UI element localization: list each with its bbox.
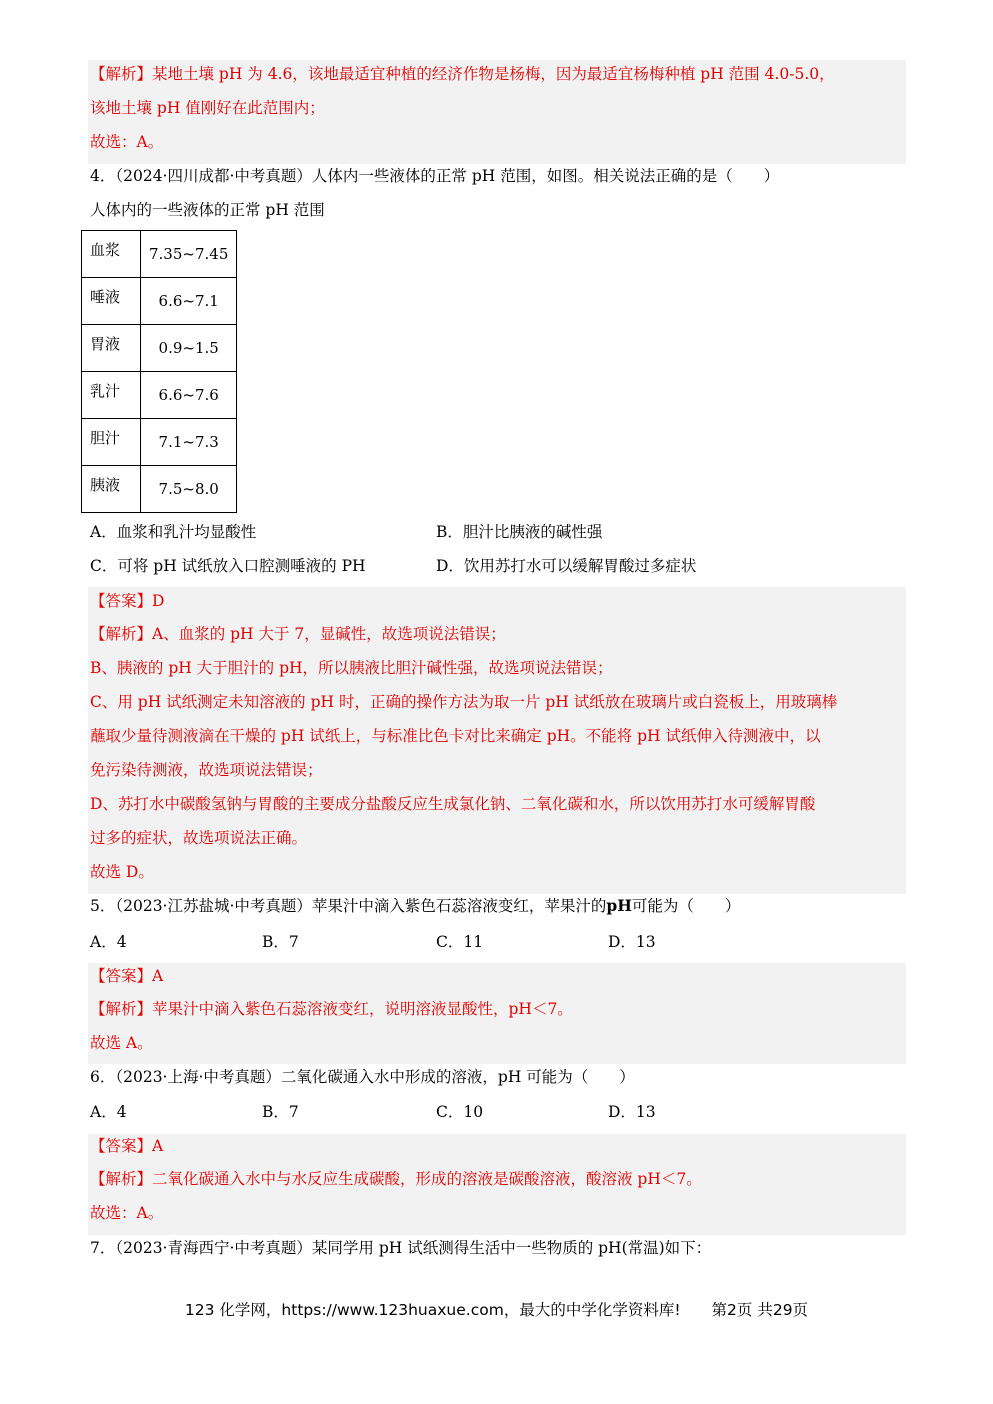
q6-stem: 6．（2023·上海·中考真题）二氧化碳通入水中形成的溶液，pH 可能为（ ）	[90, 1068, 635, 1086]
table-cell-range: 7.1~7.3	[141, 419, 237, 466]
q4-analysis-line: 过多的症状，故选项说法正确。	[90, 829, 308, 847]
q6-choice: 故选：A。	[90, 1204, 164, 1222]
table-row	[82, 231, 237, 278]
table-cell-range: 6.6~7.1	[141, 278, 237, 325]
table-cell-name: 血浆	[82, 231, 141, 278]
q3-choice: 故选：A。	[90, 133, 164, 151]
q3-analysis-line1: 【解析】某地土壤 pH 为 4.6，该地最适宜种植的经济作物是杨梅，因为最适宜杨梅种植 pH 范围 4.0-5.0，	[90, 65, 835, 83]
q4-stem: 4．（2024·四川成都·中考真题）人体内一些液体的正常 pH 范围，如图。相关说法正确的是（ ）	[90, 167, 780, 185]
table-cell-name: 胰液	[82, 466, 141, 513]
q6-option-b: B．7	[262, 1103, 299, 1121]
q5-option-a: A．4	[90, 933, 127, 951]
q5-stem-after: 可能为（ ）	[631, 897, 741, 915]
table-cell-name: 胆汁	[82, 419, 141, 466]
ph-table	[81, 230, 237, 513]
q4-analysis-line: C、用 pH 试纸测定未知溶液的 pH 时，正确的操作方法为取一片 pH 试纸放在玻璃片或白瓷板上，用玻璃棒	[90, 693, 838, 711]
q4-analysis-line: 【解析】A、血浆的 pH 大于 7，显碱性，故选项说法错误；	[90, 625, 506, 643]
q4-analysis-line: B、胰液的 pH 大于胆汁的 pH，所以胰液比胆汁碱性强，故选项说法错误；	[90, 659, 613, 677]
q4-option-c: C．可将 pH 试纸放入口腔测唾液的 PH	[90, 557, 366, 575]
q7-stem: 7．（2023·青海西宁·中考真题）某同学用 pH 试纸测得生活中一些物质的 pH(常温)如下：	[90, 1239, 712, 1257]
table-cell-range: 7.35~7.45	[141, 231, 237, 278]
table-cell-name: 唾液	[82, 278, 141, 325]
table-row	[82, 466, 237, 513]
q6-option-c: C．10	[436, 1103, 484, 1121]
q4-choice: 故选 D。	[90, 863, 154, 881]
q4-analysis-line: 免污染待测液，故选项说法错误；	[90, 761, 323, 779]
table-cell-name: 乳汁	[82, 372, 141, 419]
table-row	[82, 278, 237, 325]
q5-option-b: B．7	[262, 933, 299, 951]
q4-analysis-line: D、苏打水中碳酸氢钠与胃酸的主要成分盐酸反应生成氯化钠、二氧化碳和水，所以饮用苏打水可缓解胃酸	[90, 795, 816, 813]
q4-option-d: D．饮用苏打水可以缓解胃酸过多症状	[436, 557, 697, 575]
q6-answer: 【答案】A	[90, 1137, 164, 1155]
table-cell-name: 胃液	[82, 325, 141, 372]
q6-option-a: A．4	[90, 1103, 127, 1121]
q5-analysis: 【解析】苹果汁中滴入紫色石蕊溶液变红，说明溶液显酸性，pH＜7。	[90, 1000, 573, 1018]
q4-option-b: B．胆汁比胰液的碱性强	[436, 523, 603, 541]
table-cell-range: 7.5~8.0	[141, 466, 237, 513]
q5-option-d: D．13	[608, 933, 656, 951]
q5-stem-before: 5．（2023·江苏盐城·中考真题）苹果汁中滴入紫色石蕊溶液变红，苹果汁的	[90, 897, 607, 915]
q6-option-d: D．13	[608, 1103, 656, 1121]
table-row	[82, 419, 237, 466]
q4-option-a: A．血浆和乳汁均显酸性	[90, 523, 257, 541]
q5-answer: 【答案】A	[90, 967, 164, 985]
q5-choice: 故选 A。	[90, 1034, 153, 1052]
page-footer: 123 化学网，https://www.123huaxue.com，最大的中学化学资料库! 第2页 共29页	[184, 1301, 809, 1319]
q4-answer: 【答案】D	[90, 592, 165, 610]
q4-analysis-line: 蘸取少量待测液滴在干燥的 pH 试纸上，与标准比色卡对比来确定 pH。不能将 pH 试纸伸入待测液中，以	[90, 727, 821, 745]
table-cell-range: 0.9~1.5	[141, 325, 237, 372]
q3-analysis-line2: 该地土壤 pH 值刚好在此范围内；	[90, 99, 325, 117]
q5-option-c: C．11	[436, 933, 484, 951]
table-cell-range: 6.6~7.6	[141, 372, 237, 419]
table-row	[82, 372, 237, 419]
q4-table-caption: 人体内的一些液体的正常 pH 范围	[90, 201, 325, 219]
q5-stem-ph: pH	[606, 896, 632, 915]
q6-analysis: 【解析】二氧化碳通入水中与水反应生成碳酸，形成的溶液是碳酸溶液，酸溶液 pH＜7。	[90, 1170, 702, 1188]
q5-stem	[90, 894, 740, 918]
table-row	[82, 325, 237, 372]
